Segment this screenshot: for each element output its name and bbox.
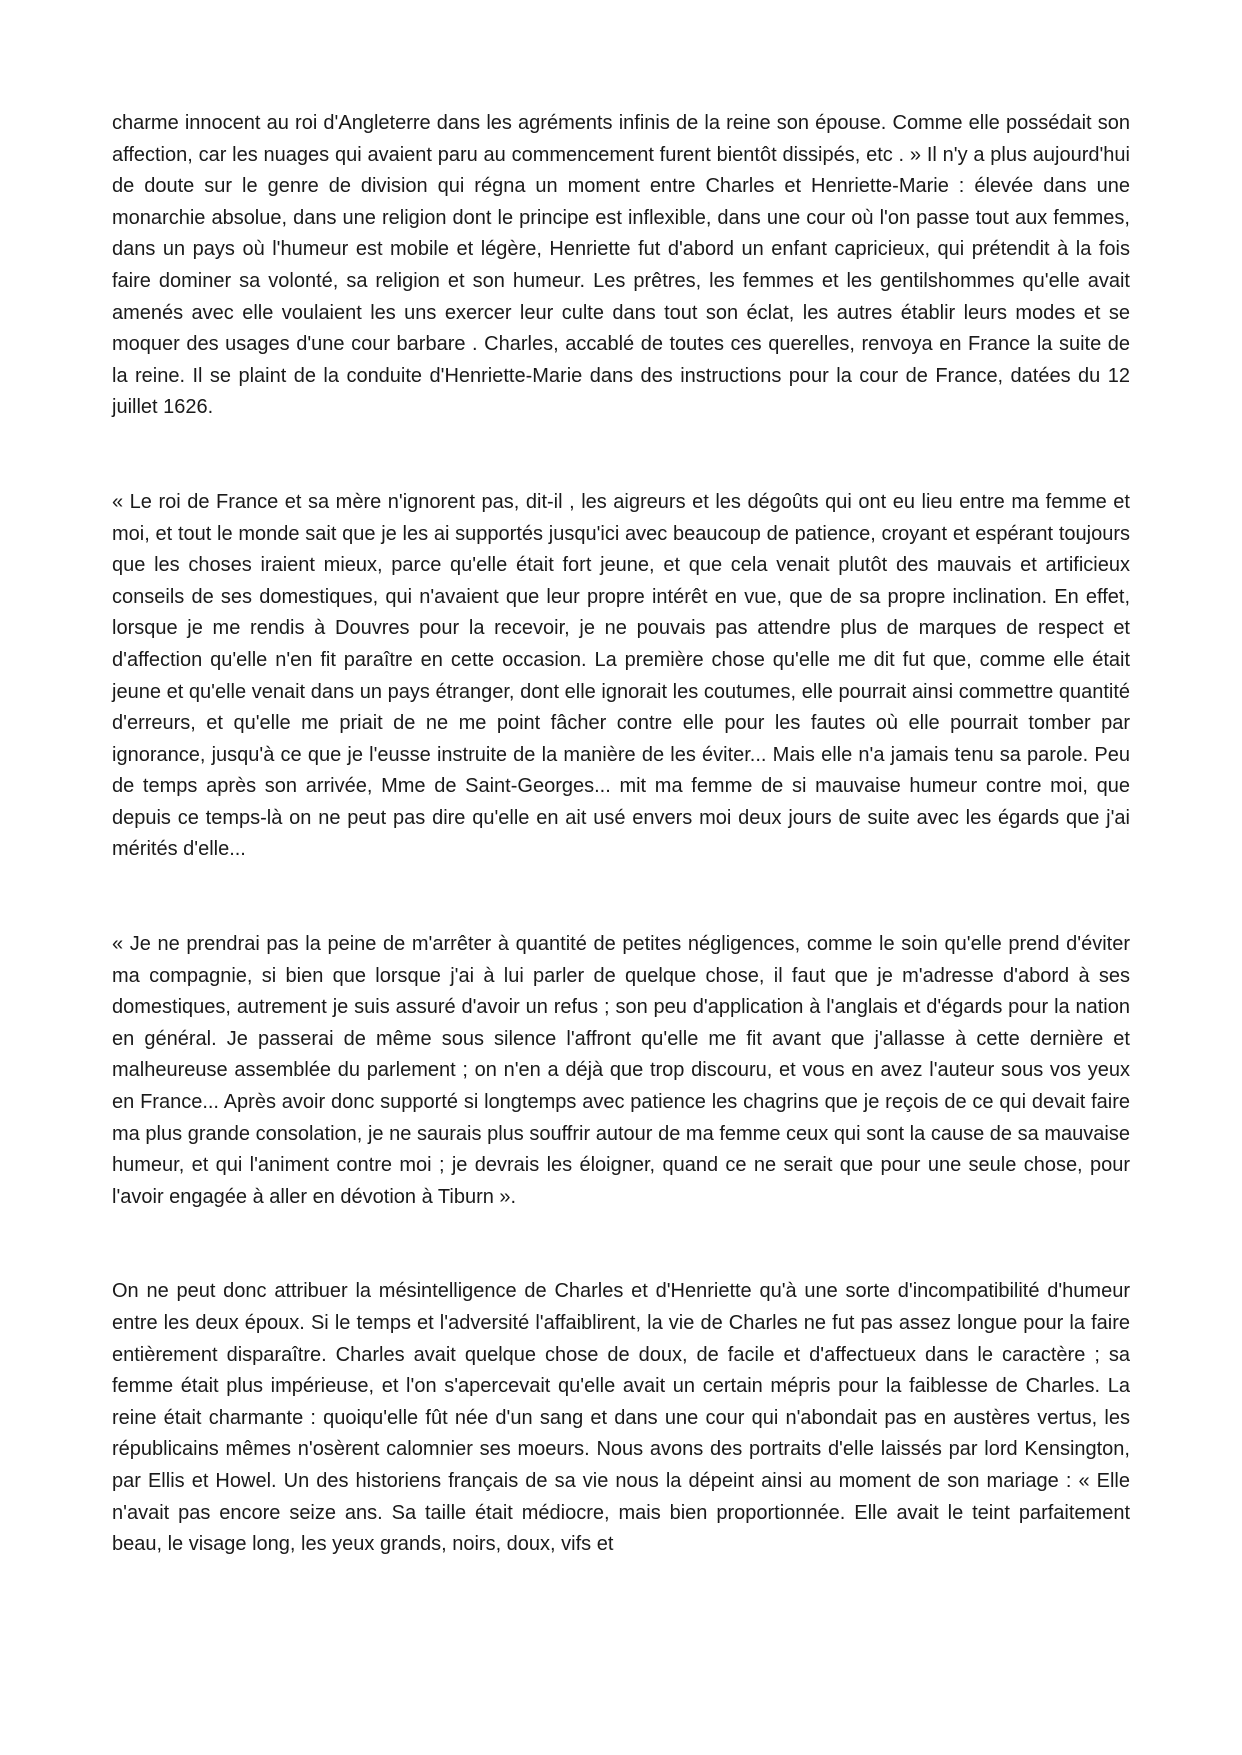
paragraph-4: On ne peut donc attribuer la mésintelligence de Charles et d'Henriette qu'à une sorte d'incompatibilité d'humeur entre les deux époux. Si le temps et l'adversité l'affaiblirent, la vie de Charles ne fut pas assez longue pour la faire entièrement disparaître. Charles avait quelque chose de doux, de facile et d'affectueux dans le caractère ; sa femme était plus impérieuse, et l'on s'apercevait qu'elle avait un certain mépris pour la faiblesse de Charles. La reine était charmante : quoiqu'elle fût née d'un sang et dans une cour qui n'abondait pas en austères vertus, les républicains mêmes n'osèrent calomnier ses moeurs. Nous avons des portraits d'elle laissés par lord Kensington, par Ellis et Howel. Un des historiens français de sa vie nous la dépeint ainsi au moment de son mariage : « Elle n'avait pas encore seize ans. Sa taille était médiocre, mais bien proportionnée. Elle avait le teint parfaitement beau, le visage long, les yeux grands, noirs, doux, vifs et xyxy=(112,1280,1130,1556)
paragraph-2: « Le roi de France et sa mère n'ignorent pas, dit-il , les aigreurs et les dégoûts qui ont eu lieu entre ma femme et moi, et tout le monde sait que je les ai supportés jusqu'ici avec beaucoup de patience, croyant et espérant toujours que les choses iraient mieux, parce qu'elle était fort jeune, et que cela venait plutôt des mauvais et artificieux conseils de ses domestiques, qui n'avaient que leur propre intérêt en vue, que de sa propre inclination. En effet, lorsque je me rendis à Douvres pour la recevoir, je ne pouvais pas attendre plus de marques de respect et d'affection qu'elle n'en fit paraître en cette occasion. La première chose qu'elle me dit fut que, comme elle était jeune et qu'elle venait dans un pays étranger, dont elle ignorait les coutumes, elle pourrait ainsi commettre quantité d'erreurs, et qu'elle me priait de ne me point fâcher contre elle pour les fautes où elle pourrait tomber par ignorance, jusqu'à ce que je l'eusse instruite de la manière de les éviter... Mais elle n'a jamais tenu sa parole. Peu de temps après son arrivée, Mme de Saint-Georges... mit ma femme de si mauvaise humeur contre moi, que depuis ce temps-là on ne peut pas dire qu'elle en ait usé envers moi deux jours de suite avec les égards que j'ai mérités d'elle... xyxy=(112,490,1130,861)
paragraph-1: charme innocent au roi d'Angleterre dans les agréments infinis de la reine son épouse. Comme elle possédait son affection, car les nuages qui avaient paru au commencement furent bientôt dissipés, etc . » Il n'y a plus aujourd'hui de doute sur le genre de division qui régna un moment entre Charles et Henriette-Marie : élevée dans une monarchie absolue, dans une religion dont le principe est inflexible, dans une cour où l'on passe tout aux femmes, dans un pays où l'humeur est mobile et légère, Henriette fut d'abord un enfant capricieux, qui prétendit à la fois faire dominer sa volonté, sa religion et son humeur. Les prêtres, les femmes et les gentilshommes qu'elle avait amenés avec elle voulaient les uns exercer leur culte dans tout son éclat, les autres établir leurs modes et se moquer des usages d'une cour barbare . Charles, accablé de toutes ces querelles, renvoya en France la suite de la reine. Il se plaint de la conduite d'Henriette-Marie dans des instructions pour la cour de France, datées du 12 juillet 1626. xyxy=(112,112,1130,419)
document-page xyxy=(112,108,1130,1561)
paragraph-3: « Je ne prendrai pas la peine de m'arrêter à quantité de petites négligences, comme le soin qu'elle prend d'éviter ma compagnie, si bien que lorsque j'ai à lui parler de quelque chose, il faut que je m'adresse d'abord à ses domestiques, autrement je suis assuré d'avoir un refus ; son peu d'application à l'anglais et d'égards pour la nation en général. Je passerai de même sous silence l'affront qu'elle me fit avant que j'allasse à cette dernière et malheureuse assemblée du parlement ; on n'en a déjà que trop discouru, et vous en avez l'auteur sous vos yeux en France... Après avoir donc supporté si longtemps avec patience les chagrins que je reçois de ce qui devait faire ma plus grande consolation, je ne saurais plus souffrir autour de ma femme ceux qui sont la cause de sa mauvaise humeur, et qui l'animent contre moi ; je devrais les éloigner, quand ce ne serait que pour une seule chose, pour l'avoir engagée à aller en dévotion à Tiburn ». xyxy=(112,933,1130,1208)
